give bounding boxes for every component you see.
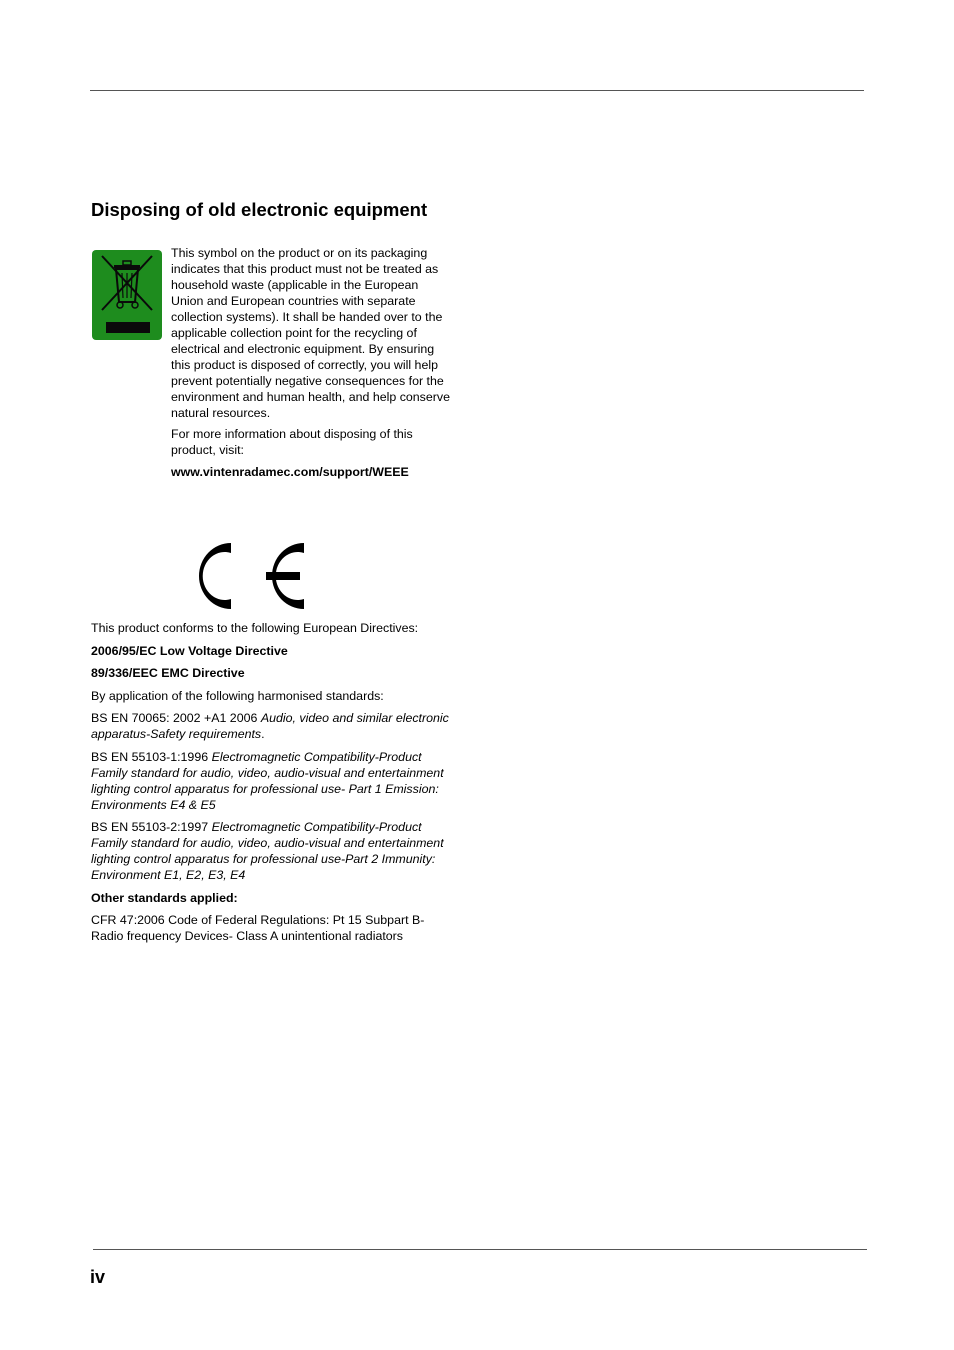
standard-item <box>91 710 457 742</box>
standard-item <box>91 819 457 883</box>
directive-lvd: 2006/95/EC Low Voltage Directive <box>91 643 288 658</box>
other-standards-heading: Other standards applied: <box>91 890 238 905</box>
footer-rule <box>93 1249 867 1250</box>
directive-emc: 89/336/EEC EMC Directive <box>91 666 245 680</box>
ce-mark-icon <box>180 537 308 615</box>
weee-crossed-bin-icon <box>92 250 162 340</box>
standard-suffix: . <box>261 727 265 741</box>
weee-more-info: For more information about disposing of this product, visit: <box>171 427 413 457</box>
standard-title: Audio, video and similar electronic apparatus-Safety requirements <box>91 711 449 741</box>
standard-code: BS EN 70065: 2002 +A1 2006 <box>91 711 261 725</box>
section-heading: Disposing of old electronic equipment <box>91 199 428 220</box>
header-rule <box>90 90 864 91</box>
standard-code: BS EN 55103-1:1996 <box>91 749 212 764</box>
page-number: iv <box>90 1267 106 1287</box>
standards-intro: By application of the following harmonised standards: <box>91 688 384 703</box>
conformity-intro: This product conforms to the following European Directives: <box>91 621 419 635</box>
other-standards-text: CFR 47:2006 Code of Federal Regulations: Pt 15 Subpart B- Radio frequency Devices- Class A unintentional radiators <box>91 913 425 943</box>
weee-body: This symbol on the product or on its packaging indicates that this product must not be treated as household waste (applicable in the European Union and European countries with separate collection systems). It shall be handed over to the applicable collection point for the recycling of electrical and electronic equipment. By ensuring this product is disposed of correctly, you will help prevent potentially negative consequences for the environment and human health, and help conserve natural resources. <box>171 246 450 420</box>
standard-code: BS EN 55103-2:1997 <box>91 820 212 834</box>
weee-url: www.vintenradamec.com/support/WEEE <box>171 465 409 479</box>
standard-title: Electromagnetic Compatibility-Product Family standard for audio, video, audio-visual and entertainment lighting control apparatus for professional use- Part 1 Emission: Environments E4 & E5 <box>91 749 444 812</box>
conformity-block <box>91 620 457 951</box>
standard-title: Electromagnetic Compatibility-Product Family standard for audio, video, audio-visual and entertainment lighting control apparatus for professional use-Part 2 Immunity: Environment E1, E2, E3, E4 <box>91 820 444 882</box>
standard-item <box>91 749 457 813</box>
weee-text-block <box>171 245 453 485</box>
